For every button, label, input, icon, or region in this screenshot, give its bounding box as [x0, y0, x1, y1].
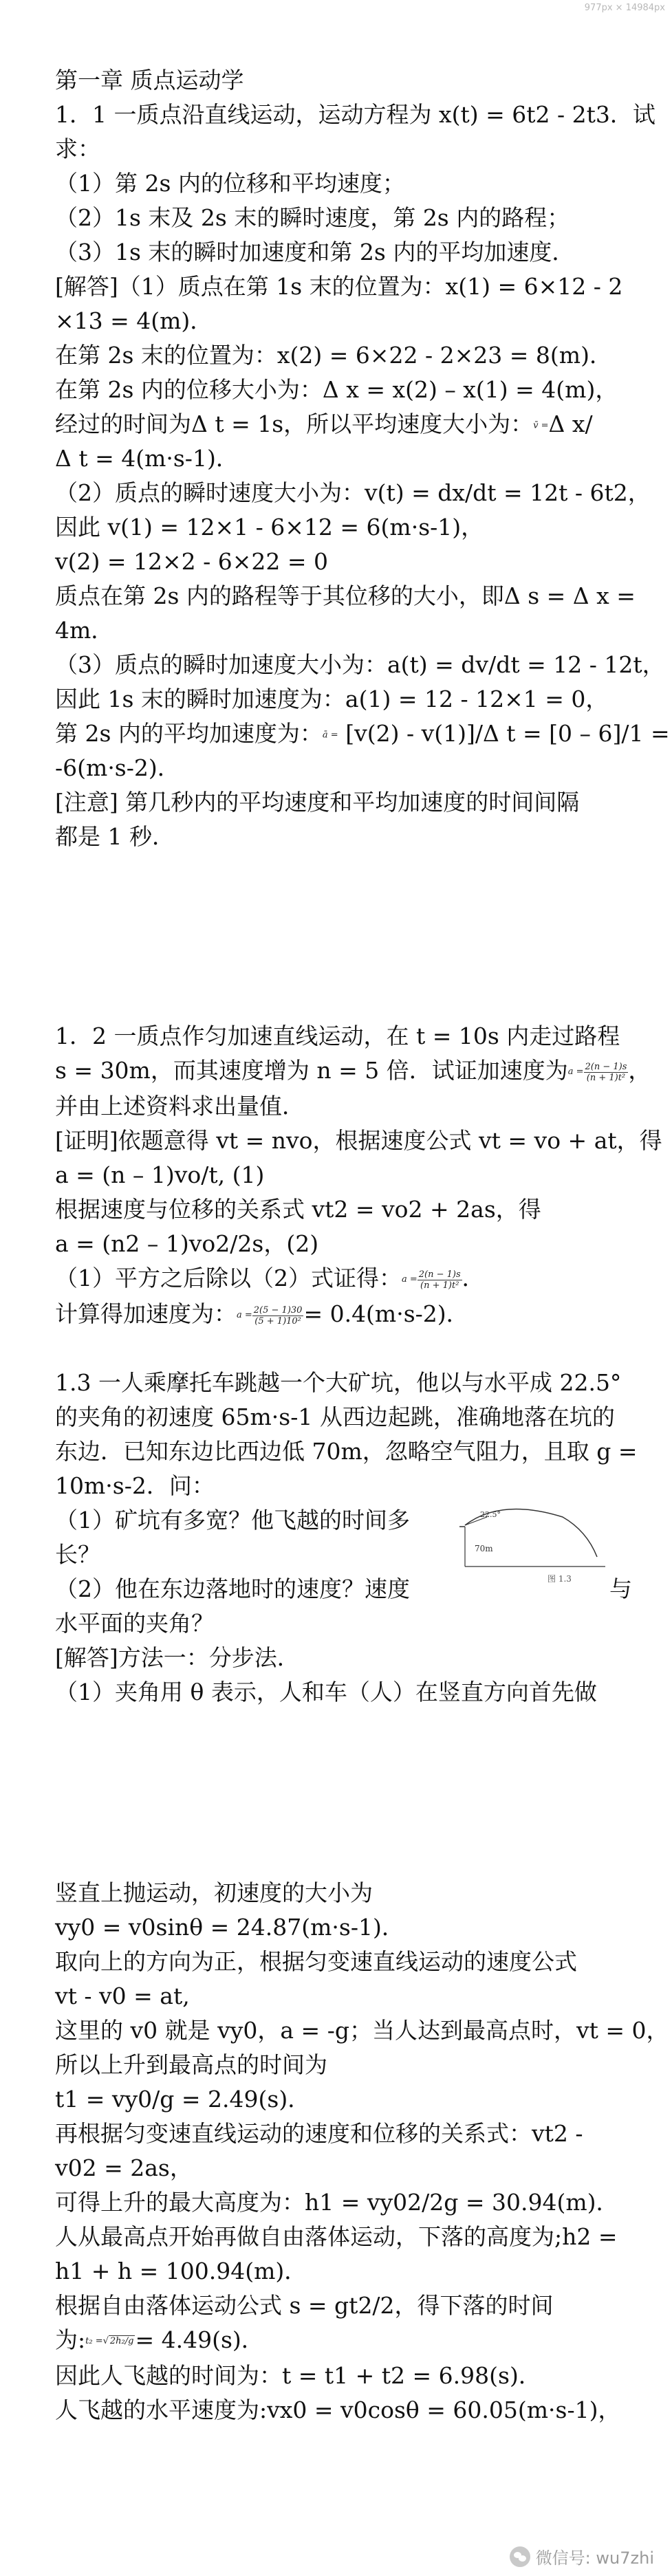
- p3-line-4: 10m·s-2．问：: [55, 1472, 215, 1499]
- p2-line-5: a = (n – 1)vo/t, (1): [55, 1161, 265, 1188]
- p4-line-6: 所以上升到最高点的时间为: [55, 2051, 327, 2078]
- p1-line-15: 质点在第 2s 内的路程等于其位移的大小，即Δ s = Δ x =: [55, 582, 636, 609]
- top-bar: [0, 0, 672, 19]
- p4-line-2: vy0 = v0sinθ = 24.87(m·s-1)．: [55, 1914, 404, 1941]
- p4-line-11: 人从最高点开始再做自由落体运动，下落的高度为;h2 =: [55, 2223, 618, 2250]
- p1-line-1: 1．1 一质点沿直线运动，运动方程为 x(t) = 6t2 - 2t3．试: [55, 101, 655, 128]
- p1-line-22: 都是 1 秒．: [55, 823, 175, 850]
- formula-fraction: [252, 1305, 304, 1327]
- p4-line-8: 再根据匀变速直线运动的速度和位移的关系式：vt2 -: [55, 2120, 583, 2147]
- p3-line-7-text: （2）他在东边落地时的速度？速度: [55, 1575, 410, 1602]
- formula-a-label: a =: [567, 1067, 584, 1077]
- image-dimensions-label: 977px × 14984px: [584, 3, 665, 13]
- p1-line-3: （1）第 2s 内的位移和平均速度；: [55, 170, 405, 197]
- formula-denominator: (n + 1)t²: [420, 1280, 459, 1291]
- p4-line-9: v02 = 2as，: [55, 2154, 193, 2181]
- page-gap: [55, 1710, 644, 1876]
- p1-line-10-tail: Δ x/: [548, 411, 593, 437]
- paragraph-gap: [55, 1333, 644, 1366]
- p1-line-11: Δ t = 4(m·s-1)．: [55, 445, 239, 472]
- p1-line-16: 4m．: [55, 617, 114, 644]
- p4-line-3: 取向上的方向为正，根据匀变速直线运动的速度公式: [55, 1948, 577, 1975]
- p2-line-7: a = (n2 – 1)vo2/2s，(2): [55, 1230, 319, 1257]
- problem-1-2: [55, 1019, 662, 1333]
- formula-denominator: (5 + 1)10²: [254, 1316, 301, 1327]
- p3-line-2: 的夹角的初速度 65m·s-1 从西边起跳，准确地落在坑的: [55, 1404, 615, 1430]
- p1-line-19-text: 第 2s 内的平均加速度为：: [55, 720, 323, 747]
- sqrt-formula: √ 2h₂/g: [102, 2336, 134, 2346]
- p4-line-4: vt - v0 = at,: [55, 1983, 190, 2009]
- p4-line-14-text: 为:: [55, 2326, 86, 2353]
- p1-line-17: （3）质点的瞬时加速度大小为：a(t) = dv/dt = 12 - 12t，: [55, 651, 665, 678]
- p1-line-21: [注意] 第几秒内的平均速度和平均加速度的时间间隔: [55, 789, 580, 816]
- p1-line-7: ×13 = 4(m)．: [55, 307, 213, 334]
- formula-a-label: a =: [237, 1310, 252, 1320]
- watermark-text: 微信号: wu7zhi: [535, 2548, 654, 2568]
- p2-line-8-text: （1）平方之后除以（2）式证得：: [55, 1265, 402, 1291]
- p1-line-2: 求：: [55, 135, 100, 162]
- p1-line-5: （3）1s 末的瞬时加速度和第 2s 内的平均加速度．: [55, 239, 575, 265]
- p4-line-1: 竖直上抛运动，初速度的大小为: [55, 1879, 373, 1906]
- p3-line-3: 东边．已知东边比西边低 70m，忽略空气阻力，且取 g =: [55, 1438, 638, 1465]
- formula-a-label: a =: [402, 1274, 418, 1285]
- p4-line-14: [55, 2323, 644, 2359]
- p1-line-19: [55, 717, 670, 751]
- formula-fraction: [584, 1062, 629, 1083]
- p2-line-2-tail: ，: [628, 1057, 651, 1084]
- p2-line-9: [55, 1297, 644, 1333]
- p4-line-13: 根据自由落体运动公式 s = gt2/2，得下落的时间: [55, 2292, 554, 2319]
- p4-line-16: 人飞越的水平速度为:vx0 = v0cosθ = 60.05(m·s-1)，: [55, 2397, 621, 2423]
- figure-1-3: [459, 1503, 611, 1586]
- p1-line-6: [解答]（1）质点在第 1s 末的位置为：x(1) = 6×12 - 2: [55, 273, 623, 300]
- p2-line-8-tail: ．: [462, 1265, 485, 1291]
- formula-numerator: 2(5 − 1)30: [253, 1305, 303, 1316]
- p1-line-9: 在第 2s 内的位移大小为：Δ x = x(2) – x(1) = 4(m)，: [55, 376, 618, 403]
- p1-line-14: v(2) = 12×2 - 6×22 = 0: [55, 548, 329, 575]
- p3-line-7-tail: 与: [609, 1575, 632, 1602]
- p1-line-13: 因此 v(1) = 12×1 - 6×12 = 6(m·s-1)，: [55, 514, 484, 541]
- problem-1-1: [55, 98, 670, 854]
- problem-1-3-continued: [55, 1876, 669, 2427]
- mean-velocity-symbol: v̄ =: [533, 420, 549, 431]
- page-gap: [55, 854, 644, 1019]
- p2-line-1: 1．2 一质点作匀加速直线运动，在 t = 10s 内走过路程: [55, 1023, 620, 1049]
- p4-line-7: t1 = vy0/g = 2.49(s)．: [55, 2086, 311, 2113]
- p3-line-6: 长？: [55, 1541, 100, 1568]
- p3-line-1: 1.3 一人乘摩托车跳越一个大矿坑，他以与水平成 22.5°: [55, 1369, 622, 1396]
- p4-line-15: 因此人飞越的时间为：t = t1 + t2 = 6.98(s)．: [55, 2362, 541, 2389]
- wechat-icon: [510, 2546, 530, 2567]
- chapter-title: 第一章 质点运动学: [55, 67, 244, 94]
- formula-denominator: (n + 1)t²: [586, 1072, 626, 1083]
- problem-1-3: [55, 1366, 644, 1710]
- p4-line-5: 这里的 v0 就是 vy0，a = -g；当人达到最高点时，vt = 0，: [55, 2017, 669, 2044]
- p3-line-10: （1）夹角用 θ 表示，人和车（人）在竖直方向首先做: [55, 1679, 597, 1705]
- formula-fraction: [418, 1269, 462, 1291]
- p1-line-18: 因此 1s 末的瞬时加速度为：a(1) = 12 - 12×1 = 0，: [55, 686, 609, 712]
- p1-line-8: 在第 2s 末的位置为：x(2) = 6×22 - 2×23 = 8(m)．: [55, 342, 612, 369]
- formula-t2-label: t₂ =: [85, 2336, 103, 2346]
- sqrt-radicand: 2h₂/g: [109, 2336, 134, 2346]
- p1-line-10-text: 经过的时间为Δ t = 1s，所以平均速度大小为：: [55, 411, 534, 437]
- fig-angle-label: 22.5°: [480, 1510, 501, 1519]
- p2-line-2: [55, 1054, 651, 1089]
- p1-line-19-tail: [v(2) - v(1)]/Δ t = [0 – 6]/1 =: [338, 720, 670, 747]
- p1-line-20: -6(m·s-2)．: [55, 754, 180, 781]
- p3-line-8: 水平面的夹角？: [55, 1610, 214, 1637]
- p1-line-10: [55, 407, 644, 441]
- p1-line-12: （2）质点的瞬时速度大小为：v(t) = dx/dt = 12t - 6t2，: [55, 479, 651, 506]
- p4-line-14-tail: = 4.49(s)．: [135, 2326, 264, 2353]
- formula-numerator: 2(n − 1)s: [585, 1061, 627, 1072]
- figure-row: [55, 1503, 644, 1606]
- p3-line-9: [解答]方法一：分步法．: [55, 1644, 300, 1671]
- document-body: [55, 63, 670, 2427]
- p3-line-5: （1）矿坑有多宽？他飞越的时间多: [55, 1507, 410, 1533]
- p2-line-3: 并由上述资料求出量值．: [55, 1093, 305, 1120]
- p4-line-10: 可得上升的最大高度为：h1 = vy02/2g = 30.94(m)．: [55, 2189, 619, 2216]
- p2-line-9-tail: = 0.4(m·s-2)．: [303, 1300, 469, 1327]
- formula-numerator: 2(n − 1)s: [418, 1269, 461, 1280]
- p1-line-4: （2）1s 末及 2s 末的瞬时速度，第 2s 内的路程；: [55, 204, 570, 231]
- p2-line-6: 根据速度与位移的关系式 vt2 = vo2 + 2as，得: [55, 1196, 541, 1223]
- p2-line-4: [证明]依题意得 vt = nvo，根据速度公式 vt = vo + at，得: [55, 1127, 662, 1154]
- fig-height-label: 70m: [475, 1544, 493, 1553]
- mean-accel-symbol: ā =: [322, 730, 338, 741]
- p4-line-12: h1 + h = 100.94(m)．: [55, 2258, 307, 2284]
- p2-line-2-text: s = 30m，而其速度增为 n = 5 倍．试证加速度为: [55, 1057, 568, 1084]
- p2-line-9-text: 计算得加速度为：: [55, 1300, 237, 1327]
- fig-caption: 图 1.3: [548, 1574, 572, 1584]
- p2-line-8: [55, 1261, 644, 1297]
- watermark: [510, 2544, 654, 2568]
